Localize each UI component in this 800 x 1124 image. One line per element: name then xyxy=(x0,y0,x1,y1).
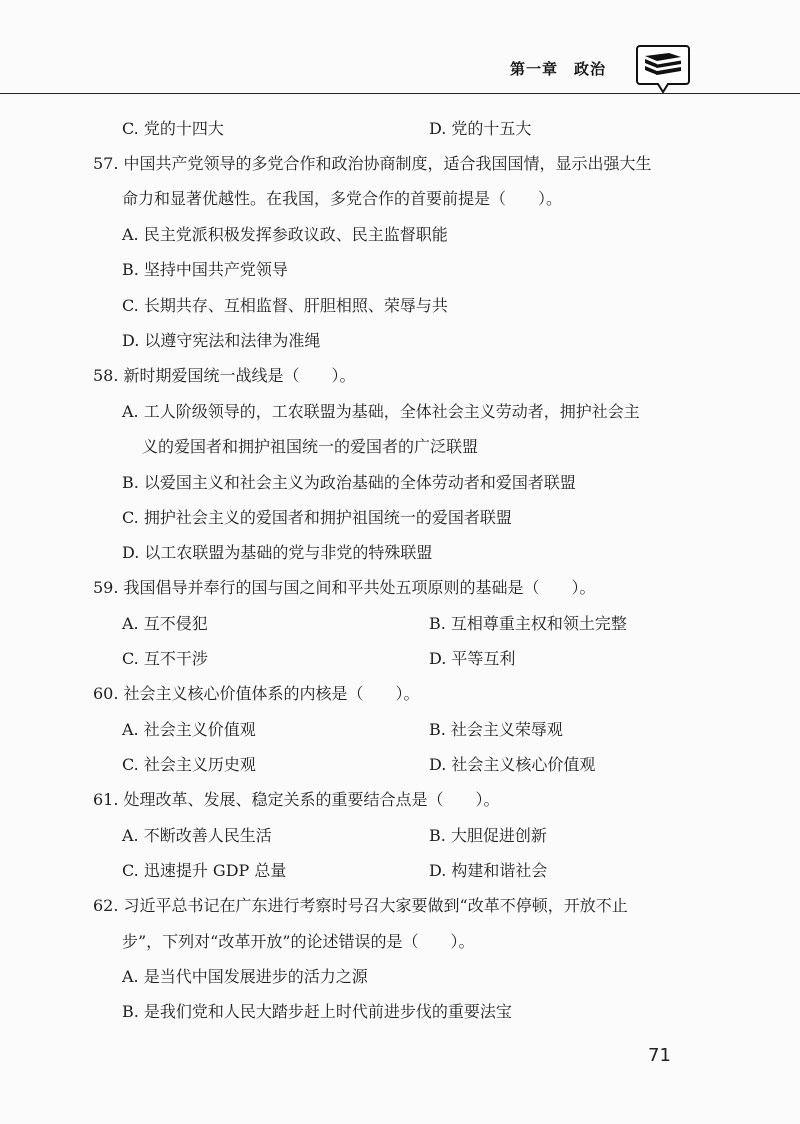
question-58-option-a: A. 工人阶级领导的，工农联盟为基础，全体社会主义劳动者，拥护社会主 xyxy=(122,402,640,421)
question-61-option-d: D. 构建和谐社会 xyxy=(429,861,548,880)
question-58-option-a-cont: 义的爱国者和拥护祖国统一的爱国者的广泛联盟 xyxy=(142,437,479,456)
question-61-option-b: B. 大胆促进创新 xyxy=(429,826,547,845)
question-58-option-b: B. 以爱国主义和社会主义为政治基础的全体劳动者和爱国者联盟 xyxy=(122,473,576,492)
question-59-option-a: A. 互不侵犯 xyxy=(122,614,208,633)
question-61-option-a: A. 不断改善人民生活 xyxy=(122,826,272,845)
question-58-option-c: C. 拥护社会主义的爱国者和拥护祖国统一的爱国者联盟 xyxy=(122,508,512,527)
question-62-text: 62. 习近平总书记在广东进行考察时号召大家要做到“改革不停顿，开放不止 xyxy=(93,896,628,915)
question-59-option-b: B. 互相尊重主权和领土完整 xyxy=(429,614,627,633)
question-61-option-c: C. 迅速提升 GDP 总量 xyxy=(122,861,287,880)
question-62-option-a: A. 是当代中国发展进步的活力之源 xyxy=(122,967,368,986)
question-60-option-c: C. 社会主义历史观 xyxy=(122,755,256,774)
question-59-option-c: C. 互不干涉 xyxy=(122,649,208,668)
question-62-text-cont: 步”，下列对“改革开放”的论述错误的是（ ）。 xyxy=(122,932,475,951)
question-57-option-c: C. 长期共存、互相监督、肝胆相照、荣辱与共 xyxy=(122,296,448,315)
question-60-option-b: B. 社会主义荣辱观 xyxy=(429,720,563,739)
question-62-option-b: B. 是我们党和人民大踏步赶上时代前进步伐的重要法宝 xyxy=(122,1002,512,1021)
question-59-text: 59. 我国倡导并奉行的国与国之间和平共处五项原则的基础是（ ）。 xyxy=(93,578,596,597)
option-d: D. 党的十五大 xyxy=(429,119,532,138)
chapter-title: 第一章 政治 xyxy=(510,60,607,78)
question-59-option-d: D. 平等互利 xyxy=(429,649,516,668)
question-57-option-b: B. 坚持中国共产党领导 xyxy=(122,260,288,279)
option-c: C. 党的十四大 xyxy=(122,119,224,138)
header-divider xyxy=(0,93,800,94)
books-icon xyxy=(636,43,692,95)
question-60-option-a: A. 社会主义价值观 xyxy=(122,720,256,739)
question-57-text-cont: 命力和显著优越性。在我国，多党合作的首要前提是（ ）。 xyxy=(122,189,563,208)
page-number: 71 xyxy=(648,1045,671,1066)
question-58-text: 58. 新时期爱国统一战线是（ ）。 xyxy=(93,366,356,385)
question-57-option-a: A. 民主党派积极发挥参政议政、民主监督职能 xyxy=(122,225,448,244)
question-58-option-d: D. 以工农联盟为基础的党与非党的特殊联盟 xyxy=(122,543,433,562)
question-60-text: 60. 社会主义核心价值体系的内核是（ ）。 xyxy=(93,684,420,703)
question-57-option-d: D. 以遵守宪法和法律为准绳 xyxy=(122,331,321,350)
question-61-text: 61. 处理改革、发展、稳定关系的重要结合点是（ ）。 xyxy=(93,790,500,809)
question-60-option-d: D. 社会主义核心价值观 xyxy=(429,755,596,774)
question-57-text: 57. 中国共产党领导的多党合作和政治协商制度，适合我国国情，显示出强大生 xyxy=(93,154,652,173)
